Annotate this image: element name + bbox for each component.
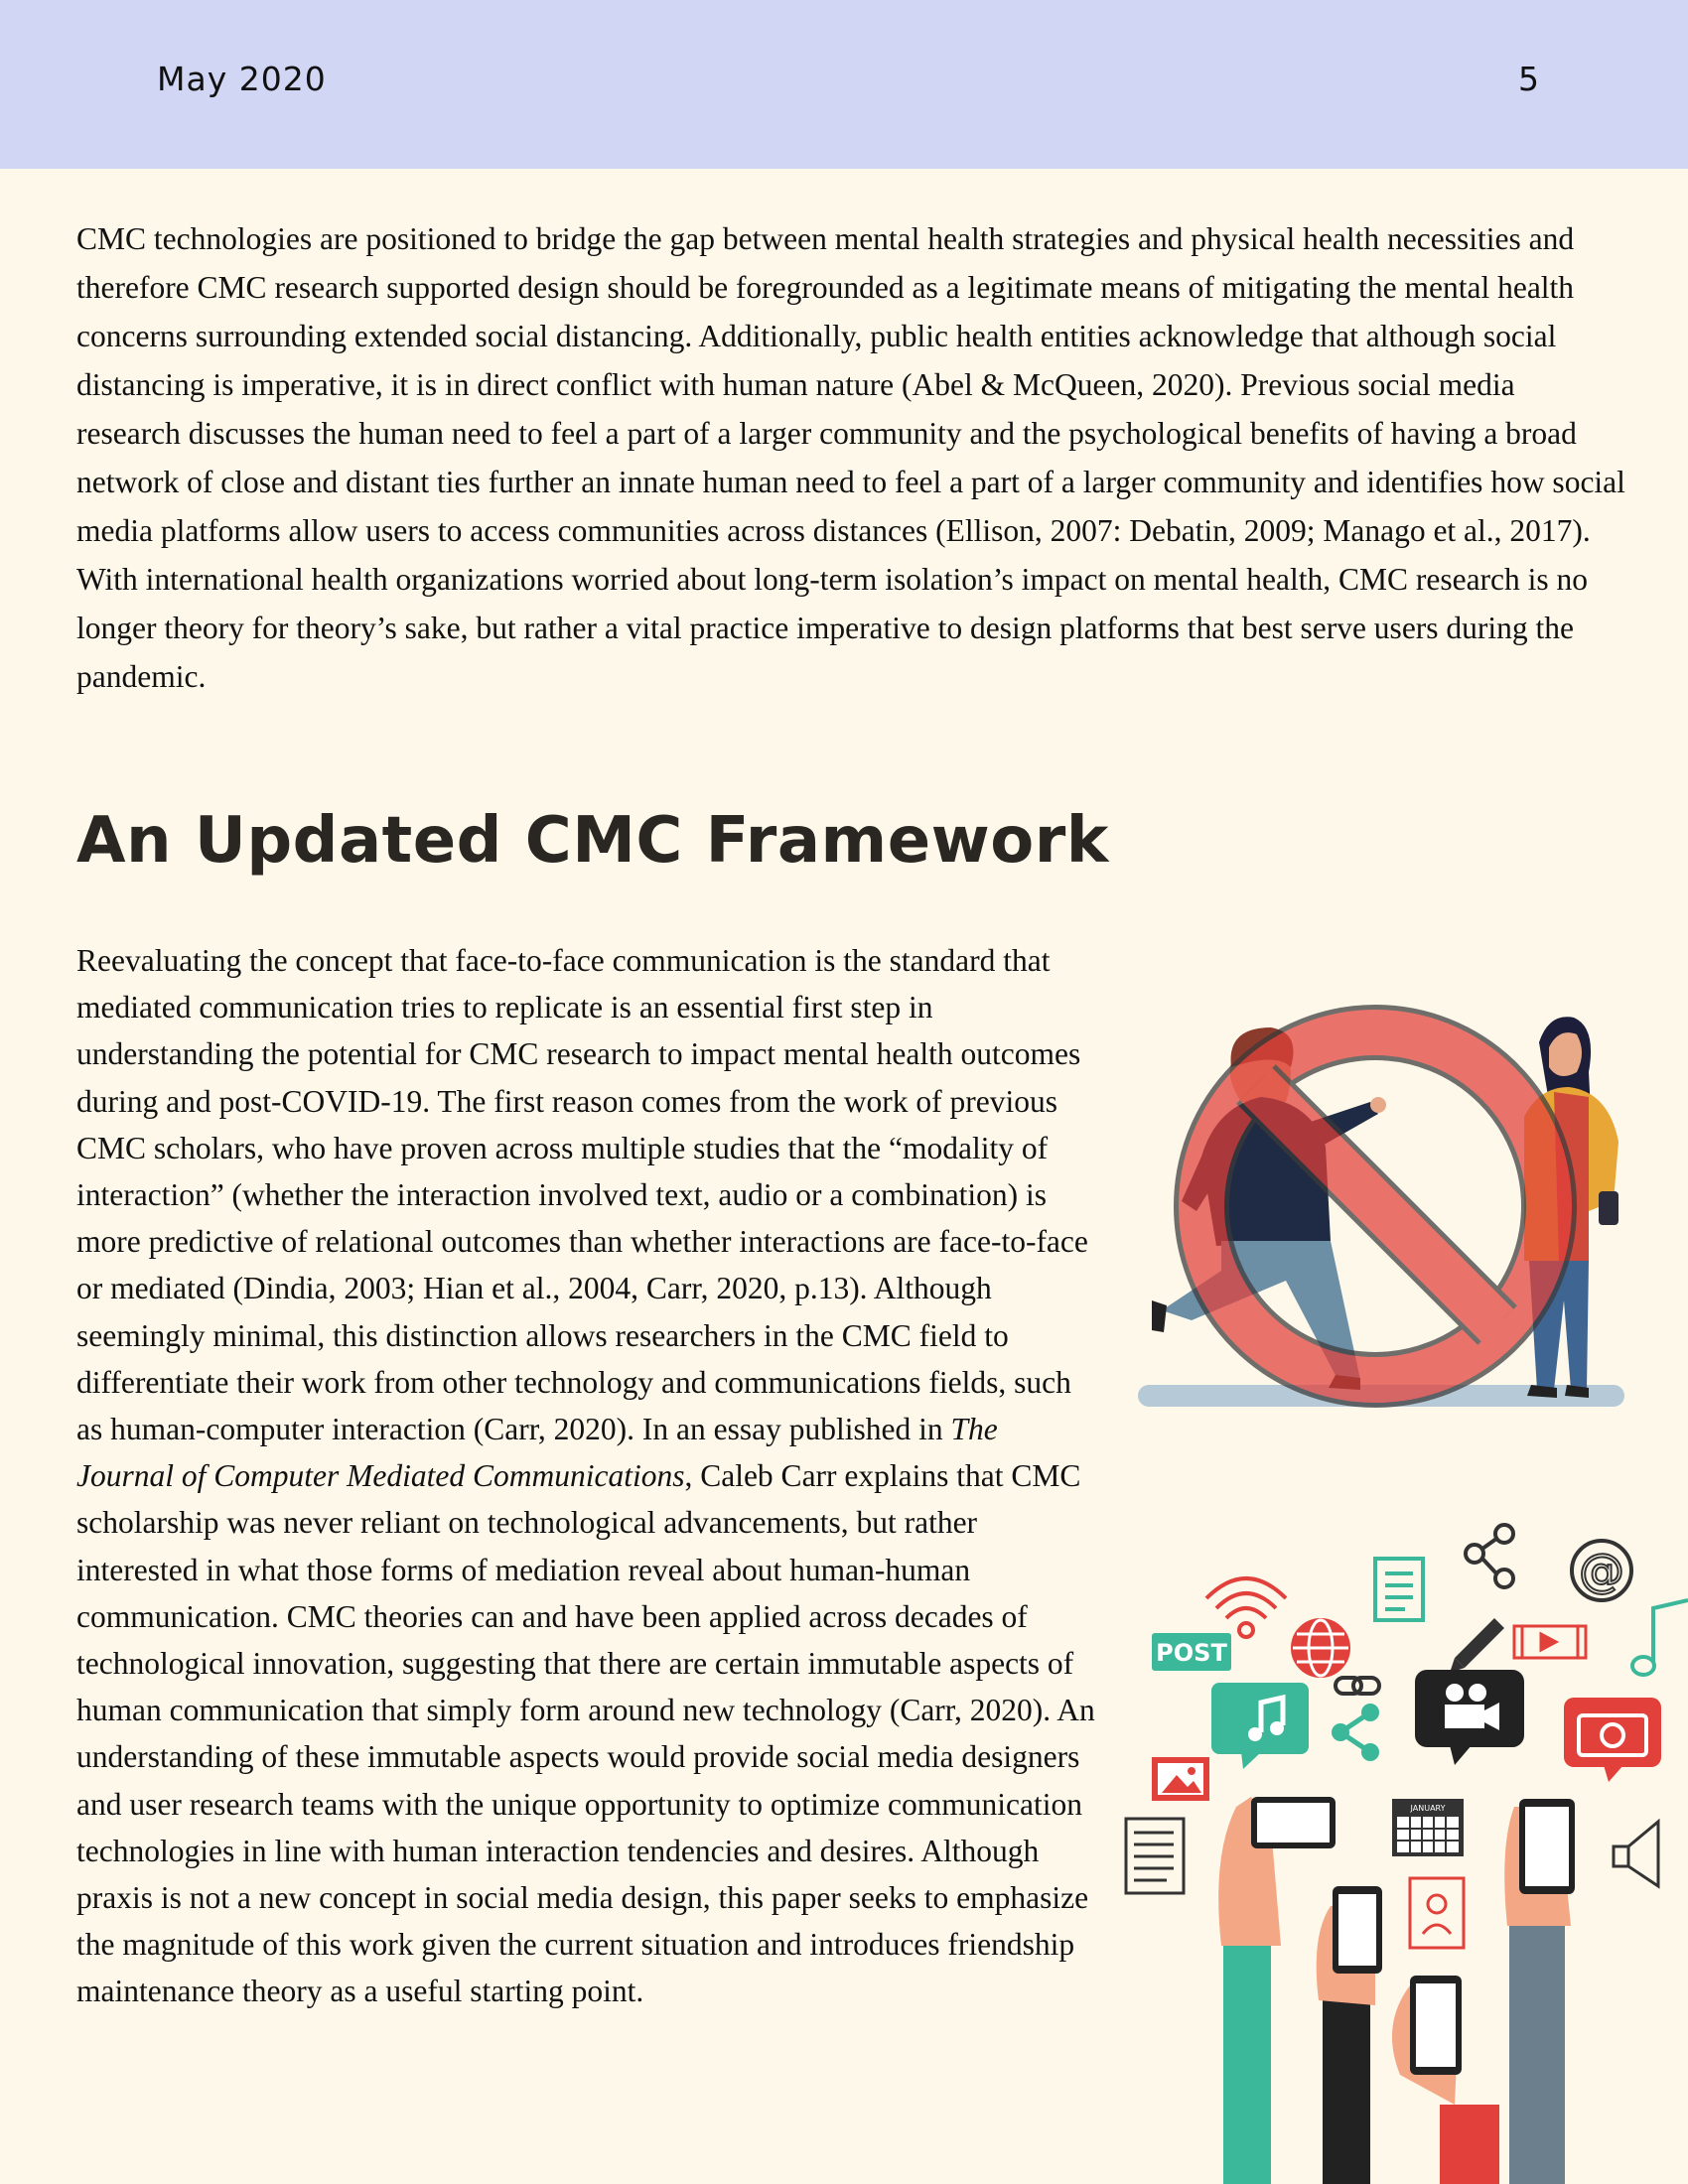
social-distancing-illustration [1122, 973, 1638, 1420]
journal-title: The Journal of Computer Mediated Communications [76, 1412, 998, 1494]
calendar-month-label: JANUARY [1410, 1804, 1446, 1813]
hand-phone-right [1504, 1799, 1575, 2184]
body-text-part1: Reevaluating the concept that face-to-face communication is the standard that mediated communication tries to replicate is an essential first step in understanding the potential for CMC research to impact mental health outcomes during and post-COVID-19. The first reason comes from the work of previous CMC scholars, who have proven across multiple studies that the “modality of interaction” (whether the interaction involved text, audio or a combination) is more predictive of relational outcomes than whether interactions are face-to-face or mediated (Dindia, 2003; Hian et al., 2004, Carr, 2020, p.13). Although seemingly minimal, this distinction allows researchers in the CMC field to differentiate their work from other technology and communications fields, such as human-computer interaction (Carr, 2020). In an essay published in [76, 943, 1088, 1447]
network-share-icon [1332, 1704, 1379, 1761]
page-number: 5 [1518, 60, 1539, 98]
image-icon [1152, 1757, 1209, 1801]
section-body-paragraph [76, 937, 1099, 2015]
megaphone-icon [1614, 1822, 1658, 1886]
at-sign-icon [1572, 1541, 1631, 1600]
section-heading: An Updated CMC Framework [76, 804, 1109, 878]
link-icon [1336, 1678, 1379, 1694]
music-bubble-icon [1211, 1683, 1309, 1769]
music-note-outline-icon [1632, 1600, 1688, 1675]
globe-icon [1293, 1620, 1348, 1676]
at-sign-label: @ [1579, 1544, 1624, 1597]
post-badge [1152, 1633, 1231, 1671]
contacts-book-icon [1410, 1878, 1464, 1948]
body-text-part2: , Caleb Carr explains that CMC scholarship was never reliant on technological advancements, but rather interested in what those forms of mediation reveal about human-human communication. CMC theories can and have been applied across decades of technological innovation, suggesting that there are certain immutable aspects of human communication that simply form around new technology (Carr, 2020). An understanding of these immutable aspects would provide social media designers and user research teams with the unique opportunity to optimize communication technologies in line with human interaction tendencies and desires. Although praxis is not a new concept in social media design, this paper seeks to emphasize the magnitude of this work given the current situation and introduces friendship maintenance theory as a useful starting point. [76, 1458, 1095, 2009]
social-media-illustration [1112, 1509, 1688, 2184]
camera-bubble-icon [1564, 1698, 1661, 1782]
wifi-icon [1206, 1578, 1286, 1637]
pencil-icon [1450, 1618, 1504, 1673]
hand-phone-bottom [1392, 1976, 1499, 2184]
hand-phone-center [1317, 1886, 1382, 2184]
post-label: POST [1156, 1639, 1227, 1667]
issue-date: May 2020 [157, 60, 327, 98]
intro-paragraph: CMC technologies are positioned to bridge the gap between mental health strategies and physical health necessities and therefore CMC research supported design should be foregrounded as a legitimate means of mitigating the mental health concerns surrounding extended social distancing. Additionally, public health entities acknowledge that although social distancing is imperative, it is in direct conflict with human nature (Abel & McQueen, 2020). Previous social media research discusses the human need to feel a part of a larger community and the psychological benefits of having a broad network of close and distant ties further an innate human need to feel a part of a larger community and identifies how social media platforms allow users to access communities across distances (Ellison, 2007: Debatin, 2009; Manago et al., 2017). With international health organizations worried about long-term isolation’s impact on mental health, CMC research is no longer theory for theory’s sake, but rather a vital practice imperative to design platforms that best serve users during the pandemic. [76, 221, 1625, 694]
share-icon [1466, 1525, 1513, 1587]
document-list-icon [1375, 1559, 1423, 1620]
video-film-icon [1514, 1626, 1586, 1658]
calendar-icon [1392, 1799, 1464, 1856]
newspaper-icon [1126, 1819, 1184, 1893]
video-camera-bubble-icon [1415, 1670, 1524, 1765]
page-header [0, 0, 1688, 169]
